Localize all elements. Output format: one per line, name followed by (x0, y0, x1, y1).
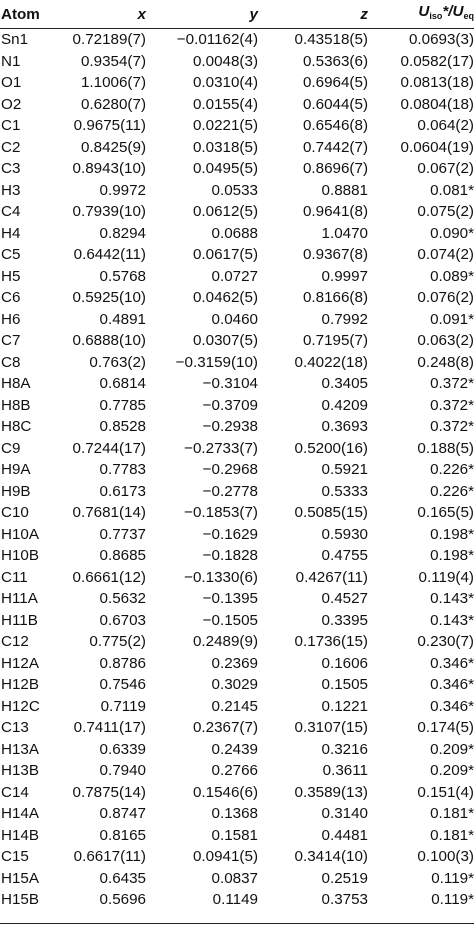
table-row (0, 653, 474, 675)
table-row (0, 459, 474, 481)
atom-label: H12A (1, 654, 39, 672)
table-row (0, 545, 474, 567)
atom-label: H11B (1, 611, 38, 629)
x-value: 0.7875(14) (72, 783, 146, 801)
table-row (0, 373, 474, 395)
y-value: 0.0307(5) (192, 332, 258, 349)
table-row (0, 395, 474, 417)
z-value: 0.43518(5) (294, 31, 368, 48)
y-value: −0.3709 (202, 396, 258, 414)
u-value: 0.075(2) (417, 203, 474, 220)
z-value: 0.3611 (322, 762, 368, 779)
u-value: 0.346* (430, 676, 474, 693)
u-value: 0.063(2) (417, 332, 474, 349)
table-row (0, 739, 474, 761)
atom-label: H3 (1, 181, 21, 199)
y-value: 0.2489(9) (192, 633, 258, 650)
table-row (0, 760, 474, 782)
z-value: 0.9641(8) (302, 203, 368, 220)
u-value: 0.248(8) (417, 353, 474, 371)
table-row (0, 631, 474, 653)
table-row (0, 782, 474, 804)
table-row (0, 674, 474, 696)
z-value: 0.3216 (321, 740, 368, 758)
table-bottom-rule (0, 923, 474, 924)
x-value: 0.6442(11) (73, 246, 146, 263)
u-value: 0.0582(17) (400, 52, 474, 70)
table-row (0, 51, 474, 73)
u-value: 0.165(5) (417, 504, 474, 521)
u-value: 0.076(2) (417, 289, 474, 306)
u-value: 0.226* (430, 461, 474, 478)
table-row (0, 889, 474, 911)
atom-label: H4 (1, 224, 21, 242)
atom-label: C12 (1, 633, 29, 650)
header-eq-subscript: eq (463, 11, 474, 21)
table-row (0, 803, 474, 825)
atom-label: C11 (1, 568, 28, 586)
y-value: 0.0462(5) (192, 289, 258, 306)
atom-label: C1 (1, 117, 21, 134)
x-value: 0.7940 (99, 762, 146, 779)
z-value: 0.7195(7) (302, 332, 368, 349)
y-value: 0.2145 (211, 697, 258, 715)
header-u-iso-eq (368, 0, 474, 29)
x-value: 0.8685 (99, 547, 146, 564)
z-value: 0.6044(5) (302, 95, 368, 113)
z-value: 0.3414(10) (294, 848, 368, 865)
y-value: 0.0612(5) (192, 203, 258, 220)
z-value: 0.4481 (321, 826, 368, 844)
atom-label: H15A (1, 869, 39, 887)
z-value: 0.6964(5) (302, 74, 368, 91)
u-value: 0.0813(18) (400, 74, 474, 91)
header-u-mid: */U (442, 3, 464, 20)
u-value: 0.209* (430, 740, 474, 758)
table-row (0, 588, 474, 610)
x-value: 0.8747 (99, 805, 146, 822)
y-value: 0.0727 (211, 267, 258, 285)
atom-label: H5 (1, 267, 21, 285)
x-value: 0.6661(12) (72, 568, 146, 586)
z-value: 0.2519 (321, 869, 368, 887)
x-value: 0.7785 (99, 396, 146, 414)
x-value: 0.8528 (99, 418, 146, 435)
table-row (0, 717, 474, 739)
u-value: 0.181* (430, 826, 474, 844)
table-row (0, 481, 474, 503)
table-row (0, 696, 474, 718)
z-value: 0.1606 (321, 654, 368, 672)
atom-label: H13B (1, 762, 39, 779)
z-value: 0.3140 (321, 805, 368, 822)
u-value: 0.091* (430, 310, 474, 328)
atom-label: H13A (1, 740, 39, 758)
x-value: 0.6339 (99, 740, 146, 758)
u-value: 0.174(5) (417, 719, 474, 736)
header-atom: Atom (0, 0, 58, 29)
z-value: 0.6546(8) (302, 117, 368, 134)
y-value: 0.0460 (211, 310, 258, 328)
u-value: 0.372* (430, 375, 474, 392)
atom-label: C10 (1, 504, 29, 521)
u-value: 0.346* (430, 654, 474, 672)
u-value: 0.100(3) (417, 848, 474, 865)
table-row (0, 352, 474, 374)
x-value: 0.7119 (100, 697, 146, 715)
y-value: 0.0318(5) (192, 138, 258, 156)
u-value: 0.143* (430, 611, 474, 629)
atom-label: H10A (1, 525, 39, 543)
atom-label: C2 (1, 138, 21, 156)
y-value: 0.1368 (211, 805, 258, 822)
z-value: 0.3107(15) (294, 719, 368, 736)
x-value: 1.1006(7) (80, 74, 146, 91)
z-value: 0.7442(7) (302, 138, 368, 156)
atom-label: C8 (1, 353, 21, 371)
table-row (0, 94, 474, 116)
u-value: 0.346* (430, 697, 474, 715)
x-value: 0.7783 (99, 461, 146, 478)
table-row (0, 524, 474, 546)
atom-label: H14A (1, 805, 39, 822)
u-value: 0.226* (430, 482, 474, 500)
z-value: 0.5333 (321, 482, 368, 500)
table-row (0, 567, 474, 589)
y-value: 0.2367(7) (192, 719, 258, 736)
y-value: −0.1853(7) (184, 504, 258, 521)
y-value: 0.1581 (211, 826, 258, 844)
y-value: 0.0688 (211, 224, 258, 242)
table-row (0, 438, 474, 460)
z-value: 0.5930 (321, 525, 368, 543)
z-value: 0.4267(11) (295, 568, 368, 586)
x-value: 0.5632 (99, 590, 146, 607)
z-value: 0.1736(15) (294, 633, 368, 650)
atom-label: C15 (1, 848, 29, 865)
atom-label: C5 (1, 246, 21, 263)
u-value: 0.089* (430, 267, 474, 285)
table-row (0, 825, 474, 847)
x-value: 0.5768 (99, 267, 146, 285)
z-value: 0.3395 (321, 611, 368, 629)
atom-label: C4 (1, 203, 21, 220)
atom-label: O2 (1, 95, 22, 113)
table-row (0, 610, 474, 632)
z-value: 0.3405 (321, 375, 368, 392)
z-value: 0.3589(13) (294, 783, 368, 801)
x-value: 0.6617(11) (73, 848, 146, 865)
y-value: 0.0155(4) (192, 95, 258, 113)
x-value: 0.6435 (99, 869, 146, 887)
atom-label: H15B (1, 891, 39, 908)
u-value: 0.067(2) (417, 160, 474, 177)
atom-label: C13 (1, 719, 29, 736)
atom-label: C7 (1, 332, 21, 349)
atom-label: H14B (1, 826, 39, 844)
z-value: 0.4527 (321, 590, 368, 607)
atom-label: N1 (1, 52, 21, 70)
z-value: 0.8166(8) (302, 289, 368, 306)
table-row (0, 266, 474, 288)
table-row (0, 72, 474, 94)
z-value: 0.4022(18) (294, 353, 368, 371)
header-row (0, 0, 474, 29)
y-value: 0.0048(3) (192, 52, 258, 70)
u-value: 0.0804(18) (400, 95, 474, 113)
u-value: 0.064(2) (417, 117, 474, 134)
x-value: 0.4891 (99, 310, 146, 328)
y-value: 0.0837 (211, 869, 258, 887)
atom-label: H6 (1, 310, 21, 328)
x-value: 0.9675(11) (73, 117, 146, 134)
u-value: 0.143* (430, 590, 474, 607)
y-value: −0.2968 (202, 461, 258, 478)
y-value: −0.2778 (202, 482, 258, 500)
table-row (0, 287, 474, 309)
x-value: 0.9972 (99, 181, 146, 199)
z-value: 0.5363(6) (302, 52, 368, 70)
u-value: 0.119* (431, 869, 474, 887)
x-value: 0.7244(17) (72, 439, 146, 457)
z-value: 0.5921 (321, 461, 368, 478)
y-value: −0.1395 (202, 590, 258, 607)
y-value: −0.2733(7) (184, 439, 258, 457)
atom-label: H11A (1, 590, 38, 607)
z-value: 0.4755 (321, 547, 368, 564)
u-value: 0.372* (430, 418, 474, 435)
x-value: 0.6814 (99, 375, 146, 392)
u-value: 0.198* (430, 547, 474, 564)
x-value: 0.9354(7) (80, 52, 146, 70)
atom-label: O1 (1, 74, 22, 91)
header-z: z (258, 0, 368, 29)
atom-label: C6 (1, 289, 21, 306)
y-value: 0.2439 (211, 740, 258, 758)
u-value: 0.188(5) (417, 439, 474, 457)
atom-label: C9 (1, 439, 21, 457)
x-value: 0.7411(17) (73, 719, 146, 736)
table-row (0, 309, 474, 331)
z-value: 0.8696(7) (302, 160, 368, 177)
z-value: 0.8881 (321, 181, 368, 199)
z-value: 0.1221 (321, 697, 368, 715)
z-value: 0.5200(16) (294, 439, 368, 457)
table-header (0, 0, 474, 29)
table-row (0, 223, 474, 245)
y-value: −0.3159(10) (175, 353, 258, 371)
x-value: 0.72189(7) (72, 31, 146, 48)
table-row (0, 158, 474, 180)
y-value: 0.0495(5) (192, 160, 258, 177)
y-value: −0.1629 (202, 525, 258, 543)
table-row (0, 846, 474, 868)
z-value: 0.4209 (321, 396, 368, 414)
atom-label: H12B (1, 676, 39, 693)
z-value: 1.0470 (321, 224, 368, 242)
y-value: 0.2369 (211, 654, 258, 672)
u-value: 0.372* (430, 396, 474, 414)
table-row (0, 244, 474, 266)
u-value: 0.181* (430, 805, 474, 822)
table-row (0, 137, 474, 159)
z-value: 0.5085(15) (294, 504, 368, 521)
y-value: 0.2766 (211, 762, 258, 779)
u-value: 0.119* (431, 891, 474, 908)
x-value: 0.5696 (99, 891, 146, 908)
u-value: 0.0604(19) (400, 138, 474, 156)
u-value: 0.0693(3) (408, 31, 474, 48)
y-value: −0.3104 (202, 375, 258, 392)
table-row (0, 416, 474, 438)
z-value: 0.9367(8) (302, 246, 368, 263)
atom-label: H9B (1, 482, 31, 500)
z-value: 0.3693 (321, 418, 368, 435)
x-value: 0.8786 (99, 654, 146, 672)
y-value: 0.0310(4) (192, 74, 258, 91)
y-value: 0.0533 (211, 181, 258, 199)
x-value: 0.763(2) (89, 353, 146, 371)
y-value: −0.2938 (202, 418, 258, 435)
u-value: 0.151(4) (417, 783, 474, 801)
u-value: 0.081* (430, 181, 474, 199)
atom-label: C14 (1, 783, 29, 801)
x-value: 0.8943(10) (72, 160, 146, 177)
atom-label: H9A (1, 461, 31, 478)
z-value: 0.7992 (321, 310, 368, 328)
x-value: 0.8425(9) (80, 138, 146, 156)
x-value: 0.7737 (99, 525, 146, 543)
table-body (0, 29, 474, 911)
x-value: 0.775(2) (89, 633, 146, 650)
table-row (0, 29, 474, 51)
u-value: 0.198* (430, 525, 474, 543)
header-iso-subscript: iso (429, 11, 443, 21)
atom-label: H8B (1, 396, 31, 414)
atom-label: H8A (1, 375, 31, 392)
x-value: 0.7681(14) (72, 504, 146, 521)
table-row (0, 201, 474, 223)
u-value: 0.119(4) (418, 568, 474, 586)
y-value: −0.1828 (202, 547, 258, 564)
z-value: 0.3753 (321, 891, 368, 908)
y-value: 0.1149 (212, 891, 258, 908)
x-value: 0.8294 (99, 224, 146, 242)
x-value: 0.6280(7) (80, 95, 146, 113)
y-value: −0.01162(4) (176, 31, 258, 48)
x-value: 0.6888(10) (72, 332, 146, 349)
header-x: x (58, 0, 146, 29)
table-row (0, 502, 474, 524)
atom-label: H12C (1, 697, 40, 715)
y-value: −0.1330(6) (184, 568, 258, 586)
x-value: 0.7939(10) (72, 203, 146, 220)
y-value: −0.1505 (202, 611, 258, 629)
x-value: 0.5925(10) (72, 289, 146, 306)
table-row (0, 330, 474, 352)
atom-label: Sn1 (1, 31, 29, 48)
x-value: 0.8165 (99, 826, 146, 844)
table-row (0, 115, 474, 137)
x-value: 0.6703 (99, 611, 146, 629)
u-value: 0.090* (430, 224, 474, 242)
table-row (0, 868, 474, 890)
table-row (0, 180, 474, 202)
atom-label: H8C (1, 418, 32, 435)
u-value: 0.230(7) (417, 633, 474, 650)
atom-label: H10B (1, 547, 39, 564)
y-value: 0.0221(5) (192, 117, 258, 134)
header-u-label: U (418, 3, 430, 20)
z-value: 0.1505 (321, 676, 368, 693)
z-value: 0.9997 (321, 267, 368, 285)
y-value: 0.1546(6) (192, 783, 258, 801)
y-value: 0.0941(5) (192, 848, 258, 865)
y-value: 0.3029 (211, 676, 258, 693)
header-y: y (146, 0, 258, 29)
x-value: 0.6173 (99, 482, 146, 500)
y-value: 0.0617(5) (192, 246, 258, 263)
atom-label: C3 (1, 160, 21, 177)
u-value: 0.209* (430, 762, 474, 779)
x-value: 0.7546 (99, 676, 146, 693)
u-value: 0.074(2) (417, 246, 474, 263)
